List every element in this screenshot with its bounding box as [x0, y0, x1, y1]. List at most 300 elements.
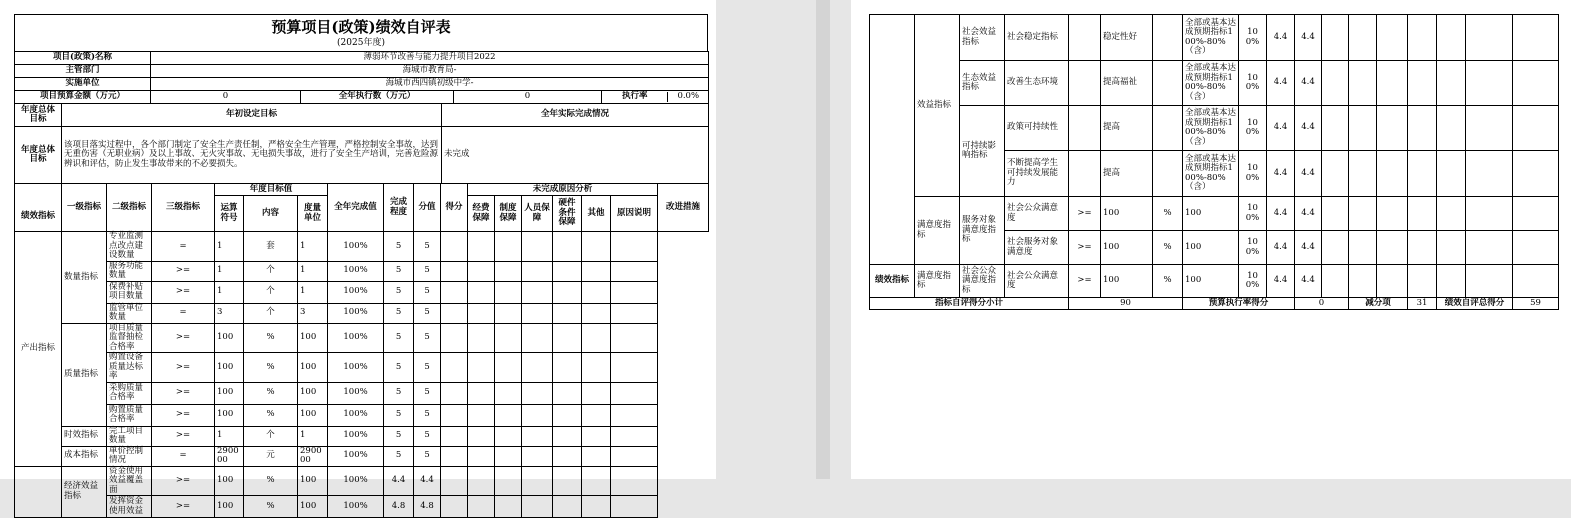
empty-cell: [522, 303, 553, 323]
indicator-unit: 个: [244, 426, 298, 446]
indicator-degree: 100%: [328, 323, 384, 353]
indicator-unit: %: [1153, 197, 1183, 231]
indicator-name: 完工项目数量: [107, 426, 152, 446]
indicator-op: >=: [152, 323, 215, 353]
indicator-name: 单价控制情况: [107, 446, 152, 466]
empty-cell: [582, 353, 611, 383]
empty-cell: [495, 426, 522, 446]
empty-cell: [468, 323, 495, 353]
lvl1-output: 产出指标: [15, 232, 62, 467]
table-row: [15, 232, 709, 262]
info-table: [14, 51, 709, 104]
empty-cell: [611, 281, 658, 303]
label-project-name: 项目(政策)名称: [15, 52, 151, 65]
label-deduct: 减分项: [1349, 298, 1408, 310]
lvl2-economic: 经济效益指标: [62, 466, 107, 518]
lvl2-social: 社会效益指标: [960, 15, 1005, 61]
indicator-done: 全部或基本达成预期指标100%-80%（含）: [1183, 15, 1239, 61]
indicator-done: 100: [298, 353, 328, 383]
table-row: [15, 281, 709, 303]
label-dept: 主管部门: [15, 65, 151, 78]
lvl2-social-public: 社会公众满意度指标: [960, 265, 1005, 298]
empty-cell: [522, 404, 553, 426]
indicator-score: 5: [384, 323, 414, 353]
empty-cell: [468, 404, 495, 426]
indicator-content: 100: [215, 353, 244, 383]
indicator-op: >=: [152, 404, 215, 426]
indicator-done: 1: [298, 261, 328, 281]
indicator-degree: 100%: [1239, 231, 1267, 265]
indicator-op: >=: [152, 281, 215, 303]
indicator-name: 保费补贴项目数量: [107, 281, 152, 303]
empty-cell: [1437, 231, 1466, 265]
indicator-name: 监管单位数量: [107, 303, 152, 323]
empty-cell: [495, 446, 522, 466]
empty-cell: [1513, 106, 1559, 151]
empty-cell: [522, 353, 553, 383]
empty-cell: [582, 382, 611, 404]
indicator-name: 采购质量合格率: [107, 382, 152, 404]
table-row: [15, 426, 709, 446]
indicator-name: 服务功能数量: [107, 261, 152, 281]
col-target-group: 年度目标值: [215, 184, 328, 196]
indicator-op: >=: [152, 466, 215, 496]
empty-cell: [522, 261, 553, 281]
indicator-name: 不断提高学生可持续发展能力: [1005, 151, 1069, 197]
indicator-degree: 100%: [328, 446, 384, 466]
document-year: (2025年度): [337, 38, 385, 48]
indicator-got: 5: [414, 382, 441, 404]
indicator-done: 100: [298, 323, 328, 353]
indicator-score: 5: [384, 303, 414, 323]
indicator-name: 发挥资金使用效益: [107, 496, 152, 518]
indicator-unit: 元: [244, 446, 298, 466]
indicator-got: 5: [414, 281, 441, 303]
empty-cell: [1437, 106, 1466, 151]
empty-cell: [1466, 106, 1513, 151]
empty-cell: [1408, 106, 1437, 151]
indicator-unit: %: [1153, 265, 1183, 298]
col-unit: 度量单位: [298, 196, 328, 232]
indicator-name: 政策可持续性: [1005, 106, 1069, 151]
empty-cell: [1349, 231, 1377, 265]
exec-value: 0: [454, 91, 602, 104]
indicator-name: 购置设备质量达标率: [107, 353, 152, 383]
indicator-unit: %: [244, 404, 298, 426]
indicator-score: 4.4: [1267, 231, 1295, 265]
indicator-degree: 100%: [1239, 61, 1267, 106]
total-value: 59: [1513, 298, 1559, 310]
perf-label-2: 绩效指标: [870, 265, 915, 298]
indicator-content: 100: [1101, 231, 1153, 265]
empty-cell: [1349, 106, 1377, 151]
indicator-got: 4.4: [1295, 265, 1322, 298]
label-budget-score: 预算执行率得分: [1183, 298, 1295, 310]
empty-cell: [611, 466, 658, 496]
indicator-name: 社会公众满意度: [1005, 265, 1069, 298]
goal-actual-text: 未完成: [442, 127, 709, 184]
indicator-degree: 100%: [328, 281, 384, 303]
lvl1-satisfaction-2: 满意度指标: [915, 265, 960, 298]
indicator-got: 5: [414, 323, 441, 353]
empty-cell: [495, 353, 522, 383]
empty-cell: [582, 404, 611, 426]
indicator-unit: [1153, 15, 1183, 61]
goal-plan-text: 该项目落实过程中，各个部门制定了安全生产责任制，严格安全生产管理，严格控制安全事故，达到无重伤害（无职业病）及以上事故、无火灾事故、无电损失事故，进行了安全生产培训，完善危险源辨识和评估，防止发生事故带来的不必要损失。: [62, 127, 442, 184]
indicator-unit: [1153, 61, 1183, 106]
indicator-content: 100: [1101, 197, 1153, 231]
label-exec: 全年执行数（万元）: [301, 91, 454, 104]
empty-cell: [468, 261, 495, 281]
table-row: [15, 261, 709, 281]
lvl2-quantity: 数量指标: [62, 232, 107, 324]
indicator-op: >=: [152, 382, 215, 404]
empty-cell: [1408, 61, 1437, 106]
page2-rows: [870, 15, 1559, 298]
empty-cell: [1377, 197, 1408, 231]
col-degree: 完成程度: [384, 184, 414, 232]
empty-cell: [1377, 231, 1408, 265]
empty-cell: [582, 426, 611, 446]
empty-cell: [468, 281, 495, 303]
indicator-got: 5: [414, 232, 441, 262]
empty-cell: [582, 232, 611, 262]
indicator-unit: [1153, 151, 1183, 197]
empty-cell: [582, 281, 611, 303]
empty-cell: [611, 303, 658, 323]
empty-cell: [611, 261, 658, 281]
indicator-done: 100: [298, 404, 328, 426]
goal-plan-header: 年初设定目标: [62, 104, 442, 127]
empty-cell: [553, 496, 582, 518]
empty-cell: [495, 404, 522, 426]
goal-actual-header: 全年实际完成情况: [442, 104, 709, 127]
empty-cell: [495, 496, 522, 518]
empty-cell: [1466, 197, 1513, 231]
empty-cell: [495, 323, 522, 353]
indicator-name: 购置质量合格率: [107, 404, 152, 426]
indicator-unit: %: [244, 323, 298, 353]
empty-cell: [553, 323, 582, 353]
indicator-got: 5: [414, 303, 441, 323]
empty-cell: [1377, 61, 1408, 106]
empty-cell: [495, 466, 522, 496]
indicator-op: [1069, 106, 1101, 151]
empty-cell: [1466, 151, 1513, 197]
lvl2-cost: 成本指标: [62, 446, 107, 466]
empty-cell: [611, 496, 658, 518]
empty-cell: [1513, 197, 1559, 231]
lvl2-quality: 质量指标: [62, 323, 107, 426]
indicator-got: 4.8: [414, 496, 441, 518]
col-completed: 全年完成值: [328, 184, 384, 232]
unit-value: 海城市西四镇初级中学-: [151, 78, 709, 91]
empty-cell: [611, 404, 658, 426]
empty-cell: [1377, 151, 1408, 197]
empty-cell: [611, 353, 658, 383]
indicator-content: 100: [215, 496, 244, 518]
rate-value: 0.0%: [677, 91, 700, 102]
project-name: 薄弱环节改善与能力提升项目2022: [151, 52, 709, 65]
lvl2-eco: 生态效益指标: [960, 61, 1005, 106]
empty-cell: [611, 323, 658, 353]
empty-cell: [1437, 197, 1466, 231]
indicator-done: 100: [298, 466, 328, 496]
empty-cell: [441, 232, 468, 262]
indicator-degree: 100%: [328, 261, 384, 281]
empty-cell: [553, 404, 582, 426]
indicator-op: [1069, 151, 1101, 197]
table-row: [15, 446, 709, 466]
indicator-score: 4.8: [384, 496, 414, 518]
label-unit: 实施单位: [15, 78, 151, 91]
indicator-content: 提高: [1101, 106, 1153, 151]
indicator-score: 4.4: [1267, 197, 1295, 231]
empty-cell: [522, 281, 553, 303]
empty-cell: [441, 281, 468, 303]
indicator-got: 4.4: [1295, 231, 1322, 265]
indicator-content: 100: [1101, 265, 1153, 298]
perf-label: 绩效指标: [15, 184, 62, 232]
indicator-score: 4.4: [1267, 61, 1295, 106]
empty-cell: [1466, 61, 1513, 106]
indicator-done: 100: [298, 382, 328, 404]
indicator-unit: 个: [244, 261, 298, 281]
indicator-content: 提高: [1101, 151, 1153, 197]
indicator-name: 社会公众满意度: [1005, 197, 1069, 231]
indicator-got: 5: [414, 404, 441, 426]
indicator-got: 5: [414, 446, 441, 466]
indicator-degree: 100%: [328, 382, 384, 404]
subtotal-value: 90: [1069, 298, 1183, 310]
indicator-degree: 100%: [328, 232, 384, 262]
empty-cell: [522, 323, 553, 353]
empty-cell: [522, 382, 553, 404]
indicator-degree: 100%: [1239, 15, 1267, 61]
empty-cell: [1437, 265, 1466, 298]
indicator-score: 5: [384, 446, 414, 466]
label-rate: 执行率: [602, 92, 668, 102]
budget-score-value: 0: [1295, 298, 1349, 310]
col-lvl1: 一级指标: [62, 184, 107, 232]
empty-cell: [1466, 265, 1513, 298]
indicator-unit: 个: [244, 303, 298, 323]
lvl2-timely: 时效指标: [62, 426, 107, 446]
empty-cell: [441, 323, 468, 353]
empty-cell: [441, 261, 468, 281]
indicator-got: 4.4: [1295, 106, 1322, 151]
empty-cell: [1377, 15, 1408, 61]
indicator-done: 全部或基本达成预期指标100%-80%（含）: [1183, 106, 1239, 151]
indicator-done: 100: [298, 496, 328, 518]
empty-cell: [468, 446, 495, 466]
lvl1-benefit-blank: [15, 466, 62, 518]
empty-cell: [441, 496, 468, 518]
empty-cell: [553, 261, 582, 281]
empty-cell: [468, 466, 495, 496]
indicator-content: 1: [215, 261, 244, 281]
page1-rows: [15, 232, 709, 518]
indicator-op: =: [152, 232, 215, 262]
empty-cell: [1513, 231, 1559, 265]
lvl2-sustain: 可持续影响指标: [960, 106, 1005, 197]
indicator-content: 100: [215, 466, 244, 496]
label-budget: 项目预算金额（万元）: [15, 91, 151, 104]
page-1: [0, 0, 716, 516]
empty-cell: [611, 232, 658, 262]
indicator-done: 290000: [298, 446, 328, 466]
empty-cell: [441, 382, 468, 404]
col-reason-group: 未完成原因分析: [468, 184, 658, 196]
empty-cell: [1408, 197, 1437, 231]
table-row: [15, 466, 709, 496]
empty-cell: [582, 323, 611, 353]
lvl0-blank: [870, 15, 915, 265]
empty-cell: [582, 261, 611, 281]
empty-cell: [468, 303, 495, 323]
empty-cell: [1408, 231, 1437, 265]
indicator-op: >=: [152, 496, 215, 518]
indicator-op: >=: [152, 353, 215, 383]
empty-cell: [1349, 15, 1377, 61]
empty-cell: [441, 466, 468, 496]
indicator-degree: 100%: [1239, 265, 1267, 298]
indicator-degree: 100%: [1239, 106, 1267, 151]
indicator-op: [1069, 15, 1101, 61]
empty-cell: [522, 232, 553, 262]
empty-cell: [1322, 106, 1349, 151]
empty-cell: [1466, 231, 1513, 265]
empty-cell: [1322, 197, 1349, 231]
indicator-score: 5: [384, 232, 414, 262]
empty-cell: [495, 303, 522, 323]
indicator-score: 5: [384, 261, 414, 281]
page-gap: [716, 0, 851, 479]
empty-cell: [1322, 265, 1349, 298]
empty-cell: [441, 404, 468, 426]
label-subtotal: 指标自评得分小计: [870, 298, 1069, 310]
empty-cell: [495, 382, 522, 404]
indicator-unit: %: [244, 466, 298, 496]
indicator-content: 1: [215, 426, 244, 446]
table-row: [870, 197, 1559, 231]
table-row: [870, 61, 1559, 106]
empty-cell: [522, 426, 553, 446]
col-got: 得分: [441, 184, 468, 232]
empty-cell: [522, 466, 553, 496]
table-row: [870, 15, 1559, 61]
empty-cell: [468, 496, 495, 518]
empty-cell: [468, 353, 495, 383]
empty-cell: [1322, 231, 1349, 265]
empty-cell: [522, 496, 553, 518]
empty-cell: [441, 426, 468, 446]
empty-cell: [582, 466, 611, 496]
indicator-done: 1: [298, 426, 328, 446]
empty-cell: [441, 303, 468, 323]
indicator-done: 100: [1183, 231, 1239, 265]
indicator-content: 100: [215, 404, 244, 426]
indicator-score: 4.4: [384, 466, 414, 496]
indicator-table: [14, 183, 709, 518]
table-row: [15, 303, 709, 323]
indicator-score: 4.4: [1267, 15, 1295, 61]
empty-cell: [1408, 151, 1437, 197]
empty-cell: [553, 232, 582, 262]
indicator-degree: 100%: [328, 353, 384, 383]
empty-cell: [553, 353, 582, 383]
indicator-op: =: [152, 446, 215, 466]
document-title: 预算项目(政策)绩效自评表: [271, 18, 451, 36]
indicator-degree: 100%: [328, 466, 384, 496]
indicator-got: 4.4: [1295, 151, 1322, 197]
indicator-score: 5: [384, 404, 414, 426]
col-improve: 改进措施: [658, 184, 709, 232]
indicator-done: 全部或基本达成预期指标100%-80%（含）: [1183, 151, 1239, 197]
indicator-score: 4.4: [1267, 151, 1295, 197]
empty-cell: [1437, 151, 1466, 197]
empty-cell: [1437, 61, 1466, 106]
col-r5: 其他: [582, 196, 611, 232]
goal-label-top: 年度总体目标: [15, 104, 62, 127]
indicator-done: 全部或基本达成预期指标100%-80%（含）: [1183, 61, 1239, 106]
indicator-unit: 套: [244, 232, 298, 262]
empty-cell: [1377, 265, 1408, 298]
empty-cell: [553, 303, 582, 323]
empty-cell: [582, 496, 611, 518]
empty-cell: [468, 426, 495, 446]
col-score: 分值: [414, 184, 441, 232]
indicator-done: 100: [1183, 197, 1239, 231]
empty-cell: [582, 446, 611, 466]
goal-label: 年度总体目标: [15, 127, 62, 184]
col-content: 内容: [244, 196, 298, 232]
empty-cell: [441, 353, 468, 383]
empty-cell: [582, 303, 611, 323]
indicator-degree: 100%: [328, 303, 384, 323]
deduct-value: 31: [1408, 298, 1437, 310]
indicator-name: 改善生态环境: [1005, 61, 1069, 106]
empty-cell: [1349, 151, 1377, 197]
table-row: [15, 496, 709, 518]
empty-cell: [468, 382, 495, 404]
page-edge: [816, 0, 830, 479]
label-total: 绩效自评总得分: [1437, 298, 1513, 310]
empty-cell: [495, 281, 522, 303]
table-row: [15, 382, 709, 404]
empty-cell: [553, 281, 582, 303]
indicator-degree: 100%: [328, 404, 384, 426]
indicator-content: 1: [215, 232, 244, 262]
indicator-got: 4.4: [1295, 15, 1322, 61]
indicator-got: 5: [414, 426, 441, 446]
indicator-name: 项目质量监督抽检合格率: [107, 323, 152, 353]
indicator-op: =: [152, 303, 215, 323]
indicator-op: >=: [1069, 265, 1101, 298]
indicator-degree: 100%: [328, 426, 384, 446]
col-r1: 经费保障: [468, 196, 495, 232]
indicator-table-continued: [869, 14, 1559, 310]
document-title-block: [14, 14, 708, 51]
col-op: 运算符号: [215, 196, 244, 232]
goals-table: [14, 103, 709, 184]
indicator-op: >=: [1069, 231, 1101, 265]
empty-cell: [553, 466, 582, 496]
indicator-degree: 100%: [1239, 197, 1267, 231]
dept-value: 海城市教育局-: [151, 65, 709, 78]
budget-value: 0: [151, 91, 301, 104]
empty-cell: [495, 261, 522, 281]
